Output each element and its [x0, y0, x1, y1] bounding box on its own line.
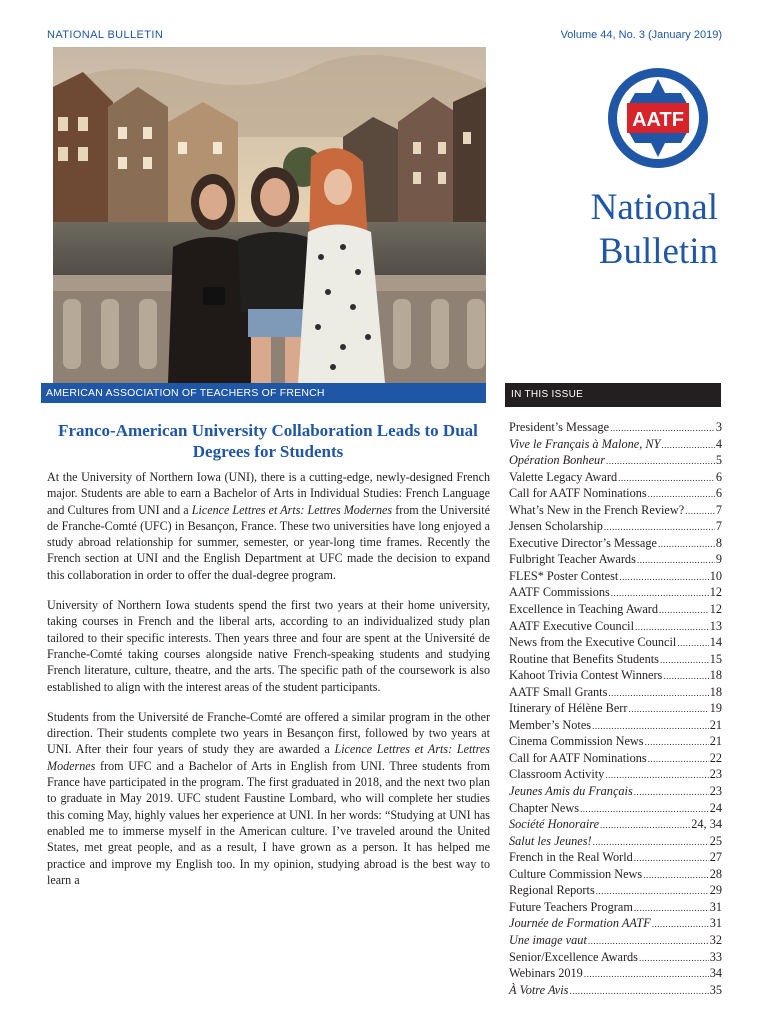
- issue-volume: Volume 44, No. 3 (January 2019): [560, 29, 722, 41]
- toc-item-page: 5: [715, 453, 722, 468]
- toc-item-title: Future Teachers Program: [509, 899, 633, 914]
- toc-leader-dots: [592, 719, 709, 735]
- table-of-contents: [509, 420, 722, 999]
- toc-item-page: 3: [715, 420, 722, 434]
- toc-leader-dots: [588, 934, 709, 950]
- toc-item: [509, 834, 722, 851]
- toc-leader-dots: [634, 851, 709, 867]
- toc-item-title: Vive le Français à Malone, NY: [509, 436, 661, 451]
- toc-item-title: Culture Commission News: [509, 866, 643, 881]
- toc-item-title: Fulbright Teacher Awards: [509, 552, 636, 567]
- toc-item-title: French in the Real World: [509, 850, 633, 865]
- toc-leader-dots: [643, 868, 708, 884]
- toc-item: [509, 966, 722, 983]
- toc-item: [509, 486, 722, 503]
- toc-leader-dots: [628, 702, 708, 718]
- aatf-logo-graphic: [603, 63, 713, 173]
- toc-item: [509, 751, 722, 768]
- toc-leader-dots: [608, 686, 708, 702]
- toc-item-page: 14: [709, 635, 722, 650]
- toc-item-page: 10: [709, 568, 722, 583]
- toc-item-title: Jensen Scholarship: [509, 519, 603, 534]
- toc-item-page: 23: [709, 767, 722, 782]
- toc-item-title: Classroom Activity: [509, 767, 605, 782]
- toc-item-title: Une image vaut: [509, 932, 587, 947]
- toc-item-page: 18: [709, 668, 722, 683]
- toc-item-page: 21: [709, 717, 722, 732]
- toc-item: [509, 569, 722, 586]
- toc-item: [509, 585, 722, 602]
- toc-leader-dots: [606, 454, 715, 470]
- toc-item-page: 24: [709, 800, 722, 815]
- article-text: Students from the Université de Franche-Comté are offered a similar program in the other direction. Their students complete two years in Besançon first, followed by two years at UNI. After their four years of study they are awarded a: [47, 709, 490, 757]
- toc-item: [509, 503, 722, 520]
- toc-leader-dots: [593, 835, 709, 851]
- photo-illustration: [53, 47, 486, 383]
- toc-item: [509, 883, 722, 900]
- masthead-line-1: National: [590, 187, 718, 228]
- toc-item-page: 29: [709, 883, 722, 898]
- toc-leader-dots: [635, 620, 709, 636]
- article-text: from the Université de Franche-Comté (UFC) in Besançon, France. These two universities have long enjoyed a study abroad relationship for summer, semester, or year-long time frames. Recently the French section at UNI and the English Department at UFC made the decision to expand this collaboration in order to offer the dual-degree program.: [47, 502, 491, 582]
- toc-item-page: 6: [715, 469, 722, 484]
- toc-item: [509, 950, 722, 967]
- toc-item: [509, 536, 722, 553]
- toc-leader-dots: [685, 504, 715, 520]
- toc-item-title: Excellence in Teaching Award: [509, 602, 659, 617]
- toc-item-title: Société Honoraire: [509, 817, 600, 832]
- toc-item: [509, 817, 722, 834]
- article-body: [47, 469, 490, 902]
- toc-item-title: Kahoot Trivia Contest Winners: [509, 668, 663, 683]
- toc-item: [509, 983, 722, 1000]
- toc-leader-dots: [580, 802, 709, 818]
- toc-item: [509, 652, 722, 669]
- toc-item-title: Webinars 2019: [509, 966, 583, 981]
- toc-item-title: Chapter News: [509, 800, 580, 815]
- students-photo: [53, 47, 486, 383]
- toc-leader-dots: [619, 570, 708, 586]
- aatf-logo-text: AATF: [632, 109, 684, 131]
- toc-leader-dots: [663, 669, 708, 685]
- article-text: At the University of Northern Iowa (UNI), there is a cutting-edge, newly-designed French major. Students are able to earn a Bachelor of Arts in Individual Studies: French Language and Cultures from UNI and a: [47, 470, 490, 517]
- article-text: from UFC and a Bachelor of Arts in English from UNI. Three students from France have participated in the program. The first graduated in 2018, and the next two plan to graduate in May 2019. UFC student Faustine Lombard, who will complete her studies this coming May, highly values her experience at UNI. In her words: “Studying at UNI has enabled me to immerse myself in the American culture. I’ve traveled around the United States, met great people, and as a result, I have grown as a person. It has helped me practice and improve my English too. In my opinion, studying abroad is the best way to learn a: [47, 758, 490, 887]
- toc-item-page: 32: [709, 932, 722, 947]
- toc-item-title: FLES* Poster Contest: [509, 568, 619, 583]
- toc-leader-dots: [648, 487, 715, 503]
- toc-item: [509, 701, 722, 718]
- toc-item-title: Senior/Excellence Awards: [509, 949, 638, 964]
- toc-item-title: Call for AATF Nominations: [509, 486, 647, 501]
- toc-item-title: Member’s Notes: [509, 717, 592, 732]
- article-emphasis: Licence Lettres et Arts: Lettres Modernes: [191, 502, 393, 517]
- toc-item-title: Routine that Benefits Students: [509, 651, 659, 666]
- organization-banner: AMERICAN ASSOCIATION OF TEACHERS OF FRENCH: [41, 383, 486, 403]
- running-header-title: NATIONAL BULLETIN: [47, 29, 164, 41]
- toc-item: [509, 453, 722, 470]
- toc-item-page: 33: [709, 949, 722, 964]
- toc-item: [509, 602, 722, 619]
- toc-leader-dots: [611, 586, 709, 602]
- masthead-title: [520, 186, 718, 274]
- toc-item-title: AATF Commissions: [509, 585, 610, 600]
- toc-item-title: AATF Executive Council: [509, 618, 634, 633]
- toc-item-title: What’s New in the French Review?: [509, 502, 685, 517]
- toc-item-page: 24, 34: [691, 817, 722, 832]
- toc-item-title: News from the Executive Council: [509, 635, 677, 650]
- toc-item: [509, 933, 722, 950]
- toc-item-title: Valette Legacy Award: [509, 469, 618, 484]
- toc-item: [509, 767, 722, 784]
- toc-item-page: 25: [709, 833, 722, 848]
- toc-item-title: Call for AATF Nominations: [509, 750, 647, 765]
- article-emphasis: Licence Lettres et Arts: Lettres Modernes: [47, 742, 490, 773]
- toc-leader-dots: [658, 537, 715, 553]
- toc-item-title: Itinerary of Hélène Berr: [509, 701, 628, 716]
- toc-item-page: 31: [709, 899, 722, 914]
- toc-item-page: 21: [709, 734, 722, 749]
- toc-item-page: 31: [709, 916, 722, 931]
- toc-item: [509, 801, 722, 818]
- article-paragraph-1: [47, 469, 490, 583]
- toc-item-page: 28: [709, 866, 722, 881]
- toc-leader-dots: [639, 951, 709, 967]
- toc-item-page: 13: [709, 618, 722, 633]
- toc-leader-dots: [605, 768, 708, 784]
- toc-item-page: 6: [715, 486, 722, 501]
- toc-item: [509, 784, 722, 801]
- toc-item: [509, 437, 722, 454]
- toc-item-title: Journée de Formation AATF: [509, 916, 651, 931]
- toc-item-page: 8: [715, 535, 722, 550]
- toc-item-title: Cinema Commission News: [509, 734, 644, 749]
- toc-heading: IN THIS ISSUE: [505, 383, 721, 407]
- toc-item: [509, 685, 722, 702]
- toc-item: [509, 916, 722, 933]
- toc-item-page: 9: [715, 552, 722, 567]
- toc-leader-dots: [618, 471, 715, 487]
- toc-item: [509, 718, 722, 735]
- aatf-logo: [603, 63, 713, 173]
- toc-leader-dots: [677, 636, 708, 652]
- toc-leader-dots: [645, 735, 709, 751]
- toc-item-page: 34: [709, 966, 722, 981]
- article-paragraph-2: University of Northern Iowa students spend the first two years at their home university, taking courses in French and the liberal arts, according to an individualized study plan tailored to their specific interests. Then years three and four are spent at the Université de Franche-Comté taking courses alongside native French-speaking students and studying French literature, culture, theatre, and the arts. The specific path of the coursework is also established to align with the interest areas of the student participants.: [47, 598, 490, 694]
- toc-leader-dots: [648, 752, 709, 768]
- toc-item: [509, 734, 722, 751]
- toc-item-page: 7: [715, 502, 722, 517]
- toc-item-page: 7: [715, 519, 722, 534]
- toc-item: [509, 850, 722, 867]
- toc-item: [509, 519, 722, 536]
- article-paragraph-3: [47, 709, 490, 888]
- toc-leader-dots: [634, 901, 709, 917]
- toc-leader-dots: [637, 553, 715, 569]
- toc-item: [509, 470, 722, 487]
- toc-item-page: 27: [709, 850, 722, 865]
- masthead-line-2: Bulletin: [598, 231, 718, 272]
- toc-item: [509, 635, 722, 652]
- toc-item-page: 22: [709, 750, 722, 765]
- toc-item-title: Opération Bonheur: [509, 453, 605, 468]
- toc-item-title: President’s Message: [509, 420, 610, 434]
- toc-leader-dots: [584, 967, 709, 983]
- toc-leader-dots: [634, 785, 709, 801]
- toc-item-page: 18: [709, 684, 722, 699]
- toc-leader-dots: [661, 438, 714, 454]
- toc-item: [509, 900, 722, 917]
- toc-leader-dots: [652, 917, 709, 933]
- toc-item-page: 35: [709, 982, 722, 997]
- toc-leader-dots: [659, 603, 709, 619]
- toc-item: [509, 668, 722, 685]
- toc-item-page: 12: [709, 585, 722, 600]
- toc-leader-dots: [600, 818, 690, 834]
- toc-leader-dots: [569, 984, 708, 1000]
- toc-item-page: 23: [709, 784, 722, 799]
- toc-item-title: Salut les Jeunes!: [509, 833, 592, 848]
- toc-item-title: Jeunes Amis du Français: [509, 784, 633, 799]
- toc-item-page: 19: [709, 701, 722, 716]
- toc-item-title: À Votre Avis: [509, 982, 569, 997]
- article-title: Franco-American University Collaboration Leads to Dual Degrees for Students: [58, 421, 478, 461]
- toc-item-title: Regional Reports: [509, 883, 595, 898]
- toc-leader-dots: [604, 520, 715, 536]
- toc-leader-dots: [610, 421, 715, 437]
- toc-leader-dots: [596, 884, 709, 900]
- toc-leader-dots: [660, 653, 709, 669]
- toc-item-title: AATF Small Grants: [509, 684, 608, 699]
- toc-item-page: 4: [715, 436, 722, 451]
- toc-item: [509, 867, 722, 884]
- toc-item-page: 12: [709, 602, 722, 617]
- toc-item: [509, 552, 722, 569]
- toc-item-page: 15: [709, 651, 722, 666]
- toc-item-title: Executive Director’s Message: [509, 535, 657, 550]
- toc-item: [509, 619, 722, 636]
- toc-item: [509, 420, 722, 437]
